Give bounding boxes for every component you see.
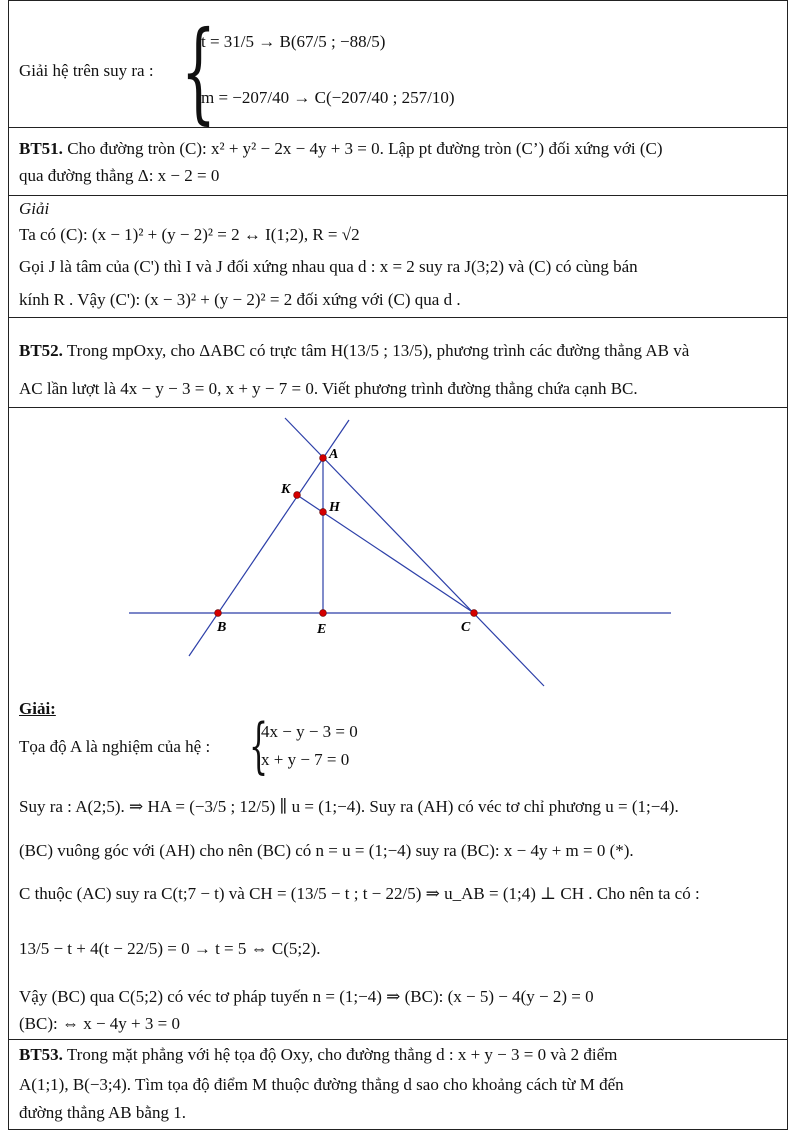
solve-row-2: m = −207/40 → C(−207/40 ; 257/10)	[201, 88, 455, 107]
solve-lead: Giải hệ trên suy ra :	[19, 61, 154, 80]
label-h: H	[329, 500, 340, 515]
bt53-problem-line-3: đường thẳng AB bằng 1.	[19, 1103, 186, 1122]
point-a	[320, 455, 327, 462]
label-e: E	[317, 622, 327, 637]
point-e	[320, 610, 327, 617]
point-h	[320, 509, 327, 516]
bt52-label: BT52.	[19, 341, 63, 360]
triangle-figure	[9, 408, 787, 693]
bt52-step-3: (BC) vuông góc với (AH) cho nên (BC) có n = u = (1;−4) suy ra (BC): x − 4y + m = 0 (*).	[19, 841, 634, 860]
bt51-giai-heading: Giải	[19, 199, 50, 218]
bt52-solution	[8, 408, 788, 1040]
bt52-step-5: 13/5 − t + 4(t − 22/5) = 0 → t = 5 ⇔ C(5;2).	[19, 939, 321, 958]
point-b	[215, 610, 222, 617]
bt52-step-1-eq-2: x + y − 7 = 0	[261, 750, 350, 769]
label-b: B	[217, 620, 227, 635]
bt51-step-1: Ta có (C): (x − 1)² + (y − 2)² = 2 ↔ I(1;2), R = √2	[19, 225, 360, 244]
solve-row-1: t = 31/5 → B(67/5 ; −88/5)	[201, 32, 386, 51]
bt51-solution	[8, 196, 788, 318]
bt52-step-4: C thuộc (AC) suy ra C(t;7 − t) và CH = (13/5 − t ; t − 22/5) ⇒ u_AB = (1;4) ⊥ CH . Cho nên ta có :	[19, 884, 700, 903]
bt52-step-7: (BC): ⇔ x − 4y + 3 = 0	[19, 1014, 180, 1033]
bt53-problem-line-2: A(1;1), B(−3;4). Tìm tọa độ điểm M thuộc đường thẳng d sao cho khoảng cách từ M đến	[19, 1075, 624, 1094]
point-k	[294, 492, 301, 499]
bt51-problem	[8, 128, 788, 196]
bt53-label: BT53.	[19, 1045, 63, 1064]
bt52-step-2: Suy ra : A(2;5). ⇒ HA = (−3/5 ; 12/5) ∥ u = (1;−4). Suy ra (AH) có véc tơ chỉ phương u = (1;−4).	[19, 797, 679, 816]
bt52-step-1-eq-1: 4x − y − 3 = 0	[261, 722, 358, 741]
system-brace: {	[181, 7, 216, 135]
bt52-problem	[8, 318, 788, 408]
bt53-problem-line-1: Trong mặt phẳng với hệ tọa độ Oxy, cho đường thẳng d : x + y − 3 = 0 và 2 điểm	[66, 1045, 618, 1064]
bt51-problem-line-2: qua đường thẳng Δ: x − 2 = 0	[19, 166, 220, 185]
bt51-step-2: Gọi J là tâm của (C') thì I và J đối xứng nhau qua d : x = 2 suy ra J(3;2) và (C) có cùng bán	[19, 257, 638, 276]
bt52-problem-line-2: AC lần lượt là 4x − y − 3 = 0, x + y − 7 = 0. Viết phương trình đường thẳng chứa cạnh BC.	[19, 379, 638, 398]
system-brace-a: {	[249, 711, 269, 781]
label-k: K	[281, 482, 291, 497]
label-c: C	[461, 620, 471, 635]
bt52-problem-line-1: Trong mpOxy, cho ΔABC có trực tâm H(13/5 ; 13/5), phương trình các đường thẳng AB và	[66, 341, 690, 360]
bt51-problem-line-1: Cho đường tròn (C): x² + y² − 2x − 4y + 3 = 0. Lập pt đường tròn (C’) đối xứng với (C)	[67, 139, 663, 158]
bt52-giai-heading: Giải:	[19, 699, 56, 718]
bt50-solution-end	[8, 0, 788, 135]
label-a: A	[329, 447, 339, 462]
bt52-step-6: Vậy (BC) qua C(5;2) có véc tơ pháp tuyến n = (1;−4) ⇒ (BC): (x − 5) − 4(y − 2) = 0	[19, 987, 594, 1006]
bt51-label: BT51.	[19, 139, 63, 158]
point-c	[471, 610, 478, 617]
bt52-step-1-lead: Tọa độ A là nghiệm của hệ :	[19, 737, 211, 756]
bt53-problem	[8, 1040, 788, 1130]
bt51-step-3: kính R . Vậy (C'): (x − 3)² + (y − 2)² = 2 đối xứng với (C) qua d .	[19, 290, 461, 309]
document-page	[8, 0, 790, 1130]
